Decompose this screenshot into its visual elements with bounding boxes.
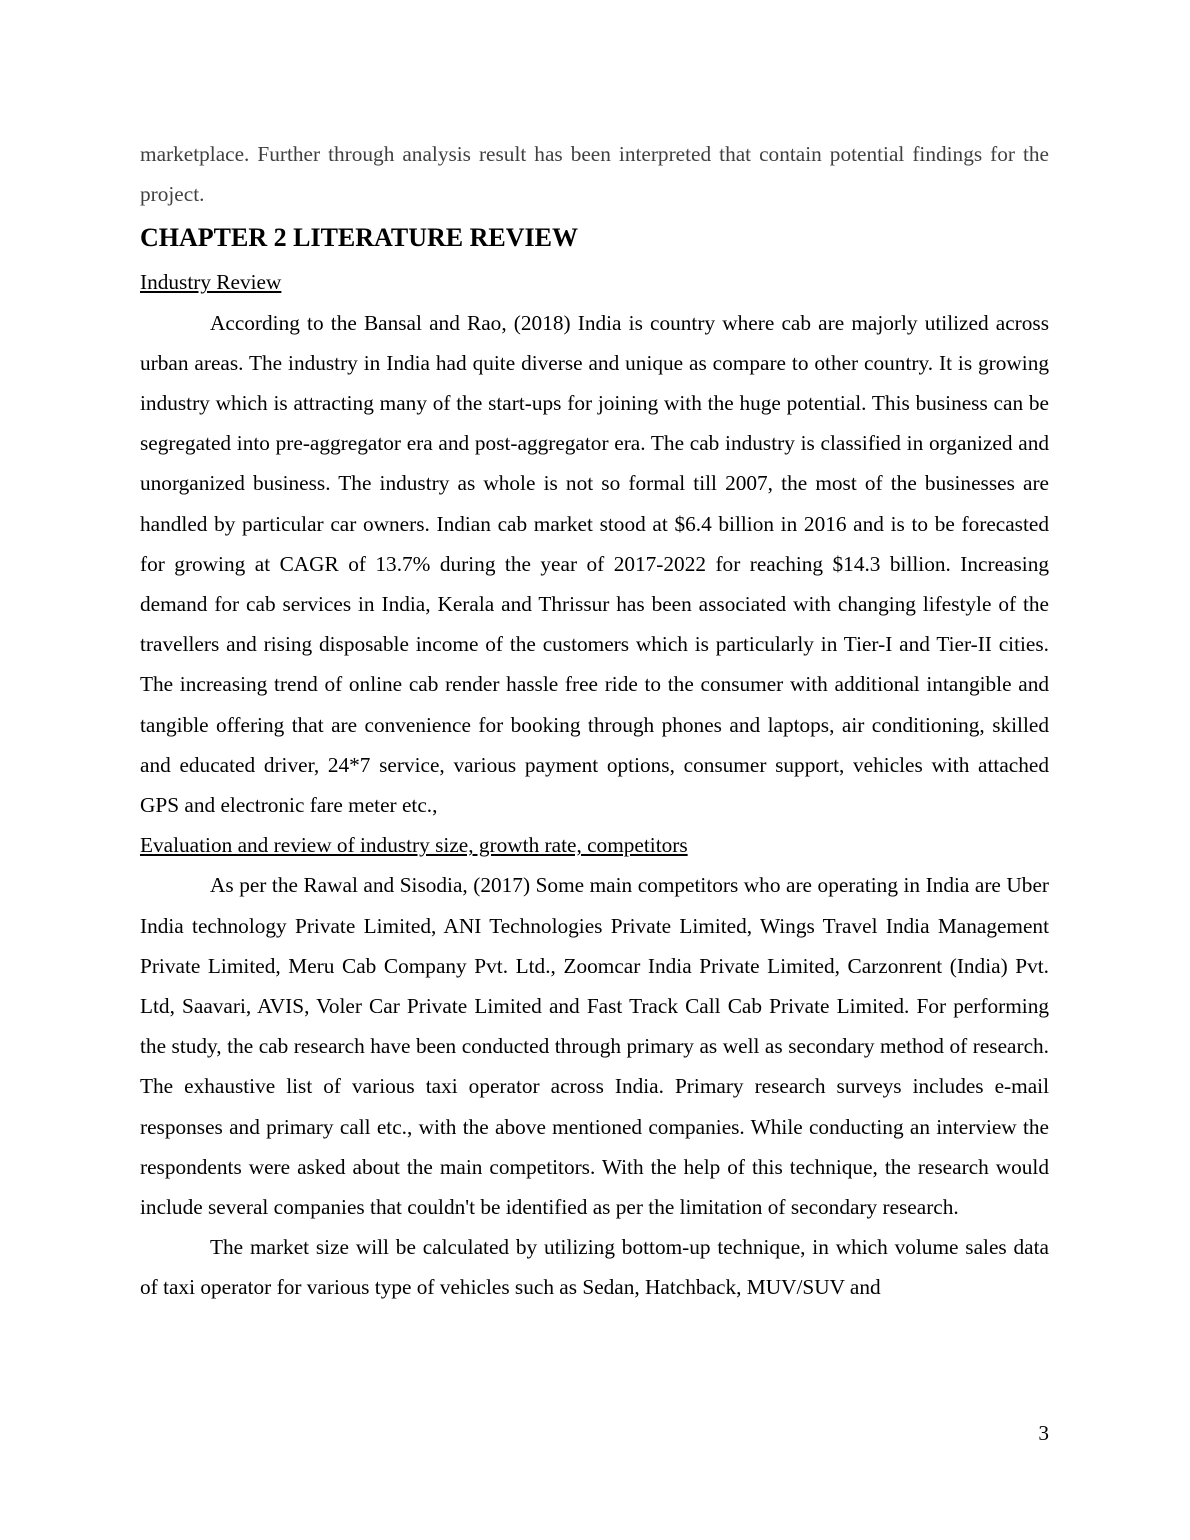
section-evaluation-review xyxy=(140,825,1049,1307)
paragraph: The market size will be calculated by utilizing bottom-up technique, in which volume sales data of taxi operator for various type of vehicles such as Sedan, Hatchback, MUV/SUV and xyxy=(140,1235,1049,1300)
document-page xyxy=(140,134,1049,1308)
paragraph: According to the Bansal and Rao, (2018) India is country where cab are majorly utilized across urban areas. The industry in India had quite diverse and unique as compare to other country. It is growing industry which is attracting many of the start-ups for joining with the huge potential. This business can be segregated into pre-aggregator era and post-aggregator era. The cab industry is classified in organized and unorganized business. The industry as whole is not so formal till 2007, the most of the businesses are handled by particular car owners. Indian cab market stood at $6.4 billion in 2016 and is to be forecasted for growing at CAGR of 13.7% during the year of 2017-2022 for reaching $14.3 billion. Increasing demand for cab services in India, Kerala and Thrissur has been associated with changing lifestyle of the travellers and rising disposable income of the customers which is particularly in Tier-I and Tier-II cities. The increasing trend of online cab render hassle free ride to the consumer with additional intangible and tangible offering that are convenience for booking through phones and laptops, air conditioning, skilled and educated driver, 24*7 service, various payment options, consumer support, vehicles with attached GPS and electronic fare meter etc., xyxy=(140,310,1049,818)
section-industry-review xyxy=(140,262,1049,825)
page-number: 3 xyxy=(1038,1421,1049,1445)
chapter-title: CHAPTER 2 LITERATURE REVIEW xyxy=(140,223,578,253)
section-heading: Evaluation and review of industry size, growth rate, competitors xyxy=(140,833,688,858)
paragraph: As per the Rawal and Sisodia, (2017) Some main competitors who are operating in India are Uber India technology Private Limited, ANI Technologies Private Limited, Wings Travel India Management Private Limited, Meru Cab Company Pvt. Ltd., Zoomcar India Private Limited, Carzonrent (India) Pvt. Ltd, Saavari, AVIS, Voler Car Private Limited and Fast Track Call Cab Private Limited. For performing the study, the cab research have been conducted through primary as well as secondary method of research. The exhaustive list of various taxi operator across India. Primary research surveys includes e-mail responses and primary call etc., with the above mentioned companies. While conducting an interview the respondents were asked about the main competitors. With the help of this technique, the research would include several companies that couldn't be identified as per the limitation of secondary research. xyxy=(140,873,1049,1220)
intro-continuation: marketplace. Further through analysis result has been interpreted that contain potential findings for the project. xyxy=(140,142,1049,207)
section-heading: Industry Review xyxy=(140,270,282,295)
